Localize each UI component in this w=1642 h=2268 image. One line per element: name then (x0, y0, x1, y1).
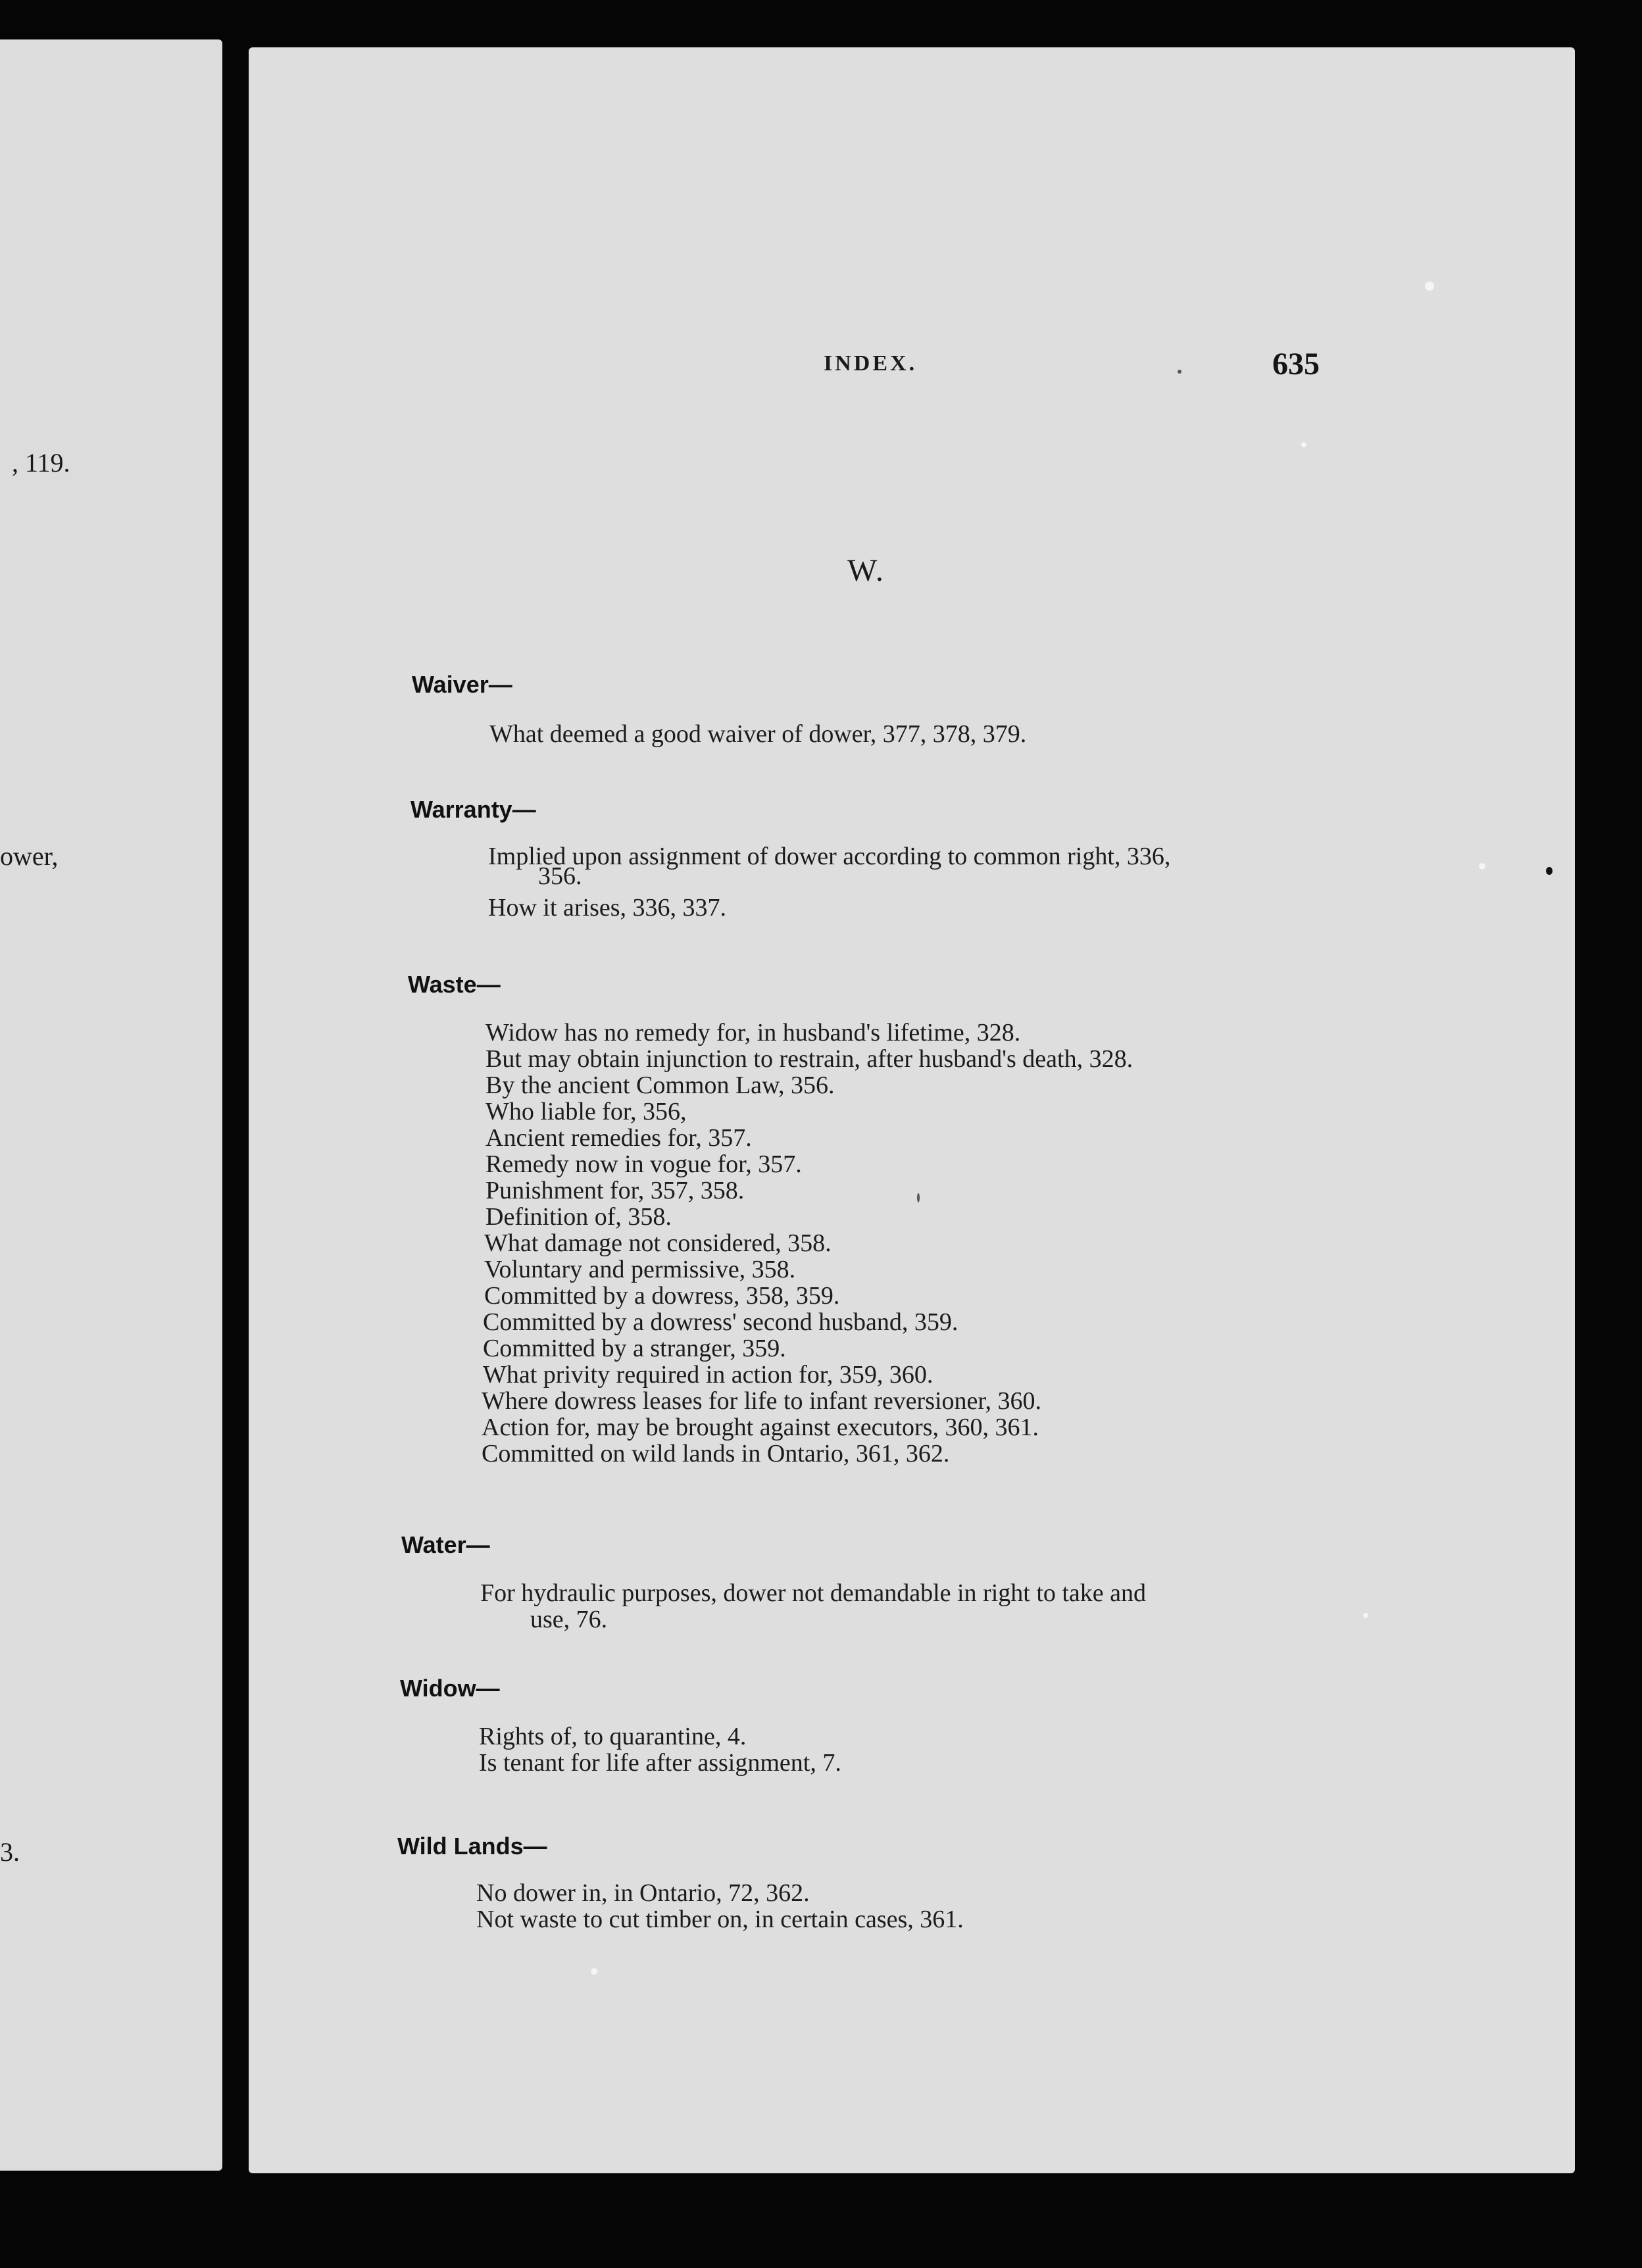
entry-line: Action for, may be brought against executors, 360, 361. (482, 1414, 1039, 1441)
entry-line: But may obtain injunction to restrain, after husband's death, 328. (485, 1045, 1133, 1073)
entry-line: Committed by a dowress' second husband, 359. (483, 1308, 958, 1336)
entry-line: Punishment for, 357, 358. (485, 1177, 745, 1204)
scan-mark (1178, 370, 1182, 374)
entry-heading: Warranty— (410, 796, 536, 823)
entry-heading: Widow— (400, 1675, 500, 1702)
entry-line: No dower in, in Ontario, 72, 362. (476, 1879, 810, 1907)
entry-heading: Wild Lands— (397, 1833, 547, 1860)
page-number: 635 (1272, 347, 1320, 382)
entry-line: Definition of, 358. (485, 1203, 672, 1231)
entry-line: Is tenant for life after assignment, 7. (479, 1749, 841, 1777)
facing-page-fragment: , 119. (12, 448, 70, 478)
entry-line: Voluntary and permissive, 358. (484, 1256, 796, 1283)
scan-mark (917, 1193, 920, 1202)
entry-heading: Waiver— (412, 671, 512, 698)
entry-line: Where dowress leases for life to infant reversioner, 360. (482, 1387, 1042, 1415)
running-head (249, 347, 1575, 391)
entry-line: Remedy now in vogue for, 357. (485, 1150, 802, 1178)
section-letter: W. (847, 553, 885, 588)
scan-speck (1425, 282, 1434, 291)
entry-line: Committed by a stranger, 359. (483, 1335, 786, 1362)
entry-line-continuation: use, 76. (530, 1606, 608, 1633)
entry-line: Who liable for, 356, (485, 1098, 687, 1125)
scan-speck (1479, 863, 1485, 870)
entry-heading: Water— (401, 1531, 490, 1558)
index-page (249, 47, 1575, 2173)
scan-speck (1363, 1613, 1368, 1618)
scan-mark (1546, 867, 1553, 875)
entry-line: Implied upon assignment of dower according to common right, 336, (488, 843, 1171, 870)
entry-line: For hydraulic purposes, dower not demandable in right to take and (480, 1579, 1147, 1607)
entry-line: What damage not considered, 358. (484, 1229, 832, 1257)
entry-line: Committed on wild lands in Ontario, 361, 362. (482, 1440, 950, 1467)
facing-page (0, 39, 222, 2171)
running-title: INDEX. (824, 351, 918, 376)
entry-line: What deemed a good waiver of dower, 377, 378, 379. (489, 720, 1027, 748)
entry-line: Widow has no remedy for, in husband's lifetime, 328. (485, 1019, 1021, 1047)
entry-line-continuation: 356. (538, 862, 582, 890)
facing-page-fragment: ower, (0, 841, 59, 871)
scan-speck (1301, 442, 1306, 447)
entry-line: Not waste to cut timber on, in certain cases, 361. (476, 1906, 964, 1933)
entry-line: Rights of, to quarantine, 4. (479, 1723, 747, 1750)
book-gutter (222, 0, 250, 2268)
entry-heading: Waste— (408, 971, 501, 998)
entry-line: Committed by a dowress, 358, 359. (484, 1282, 840, 1310)
entry-line: Ancient remedies for, 357. (485, 1124, 752, 1152)
entry-line: How it arises, 336, 337. (488, 894, 727, 922)
entry-line: By the ancient Common Law, 356. (485, 1072, 835, 1099)
scan-speck (591, 1968, 597, 1975)
entry-line: What privity required in action for, 359, 360. (483, 1361, 933, 1389)
facing-page-fragment: 3. (0, 1837, 20, 1867)
